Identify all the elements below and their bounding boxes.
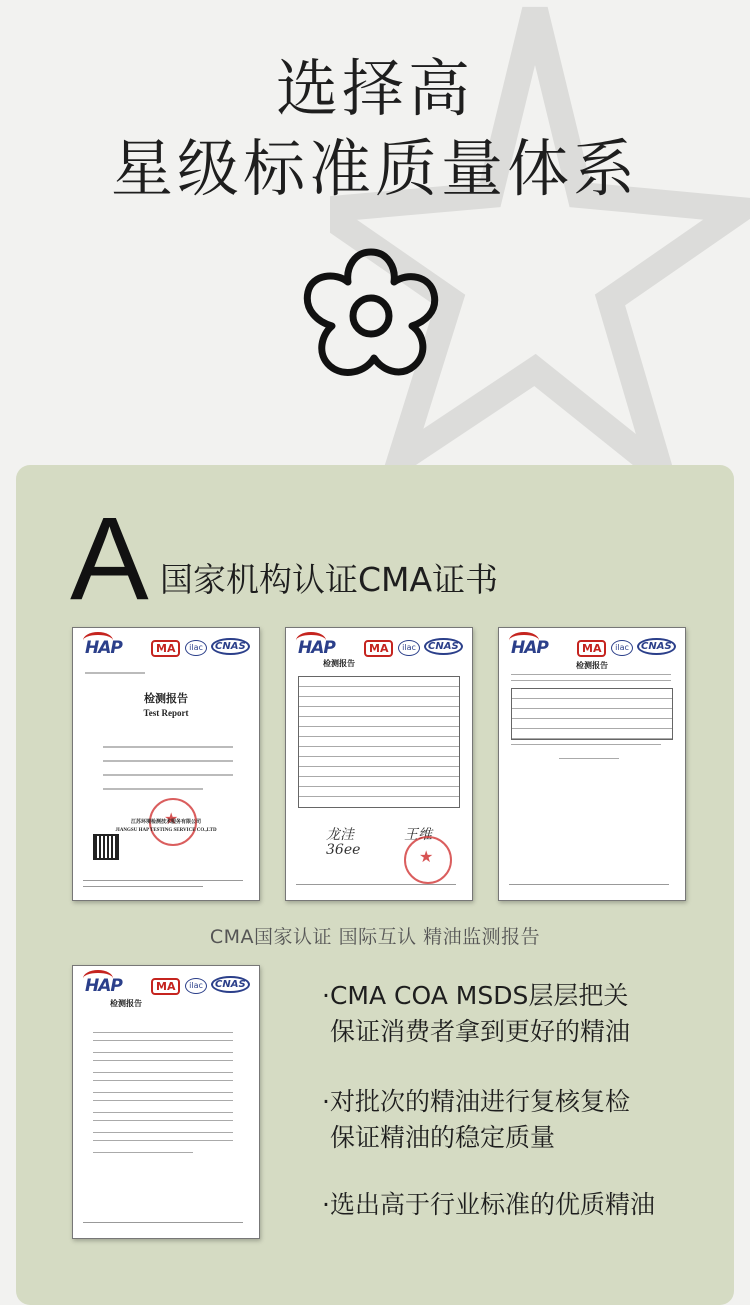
- report-title: 检测报告: [144, 692, 188, 705]
- ma-logo: MA: [364, 640, 393, 657]
- report-notice-page-image: [72, 965, 260, 1239]
- certificates-caption: CMA国家认证 国际互认 精油监测报告: [209, 926, 541, 948]
- signature-image: 36ee: [326, 842, 361, 858]
- ilac-logo: ilac: [611, 640, 633, 656]
- page-title-line1: 选择高: [275, 52, 474, 125]
- bullet-quality-selection: ·选出高于行业标准的优质精油: [322, 1190, 655, 1219]
- report-title: 检测报告: [323, 659, 355, 668]
- ilac-logo: ilac: [398, 640, 420, 656]
- signature-image: 王维: [404, 827, 432, 843]
- signature-image: 龙洼: [326, 827, 354, 843]
- hap-logo: HAP: [85, 976, 122, 996]
- ma-logo: MA: [151, 978, 180, 995]
- report-results-page-image: [498, 627, 686, 901]
- hap-logo: HAP: [511, 638, 548, 658]
- results-table: [511, 688, 673, 740]
- stamp-icon: [404, 836, 452, 884]
- cnas-logo: CNAS: [211, 976, 250, 993]
- qr-code-icon: [93, 834, 119, 860]
- ilac-logo: ilac: [185, 978, 207, 994]
- report-title: 检测报告: [576, 661, 608, 670]
- hap-logo: HAP: [85, 638, 122, 658]
- cnas-logo: CNAS: [424, 638, 463, 655]
- report-cover-image: [72, 627, 260, 901]
- section-heading: 国家机构认证CMA证书: [160, 560, 499, 599]
- company-name-cn: 江苏环境检测技术服务有限公司: [130, 820, 201, 825]
- ma-logo: MA: [577, 640, 606, 657]
- report-title-en: Test Report: [143, 708, 189, 718]
- page-title-line2: 星级标准质量体系: [110, 132, 639, 205]
- company-name-en: JIANGSU HAP TESTING SERVICE CO.,LTD: [115, 828, 217, 833]
- section-letter: A: [70, 493, 149, 625]
- hap-logo: HAP: [298, 638, 335, 658]
- report-data-page-image: [285, 627, 473, 901]
- ma-logo: MA: [151, 640, 180, 657]
- ilac-logo: ilac: [185, 640, 207, 656]
- cnas-logo: CNAS: [637, 638, 676, 655]
- flower-icon: [296, 238, 446, 388]
- data-table: [298, 676, 460, 808]
- report-title: 检测报告: [110, 999, 142, 1008]
- cnas-logo: CNAS: [211, 638, 250, 655]
- bullet-batch-recheck: ·对批次的精油进行复核复检 保证精油的稳定质量: [322, 1087, 630, 1152]
- bullet-cma-coa-msds: ·CMA COA MSDS层层把关 保证消费者拿到更好的精油: [322, 981, 630, 1046]
